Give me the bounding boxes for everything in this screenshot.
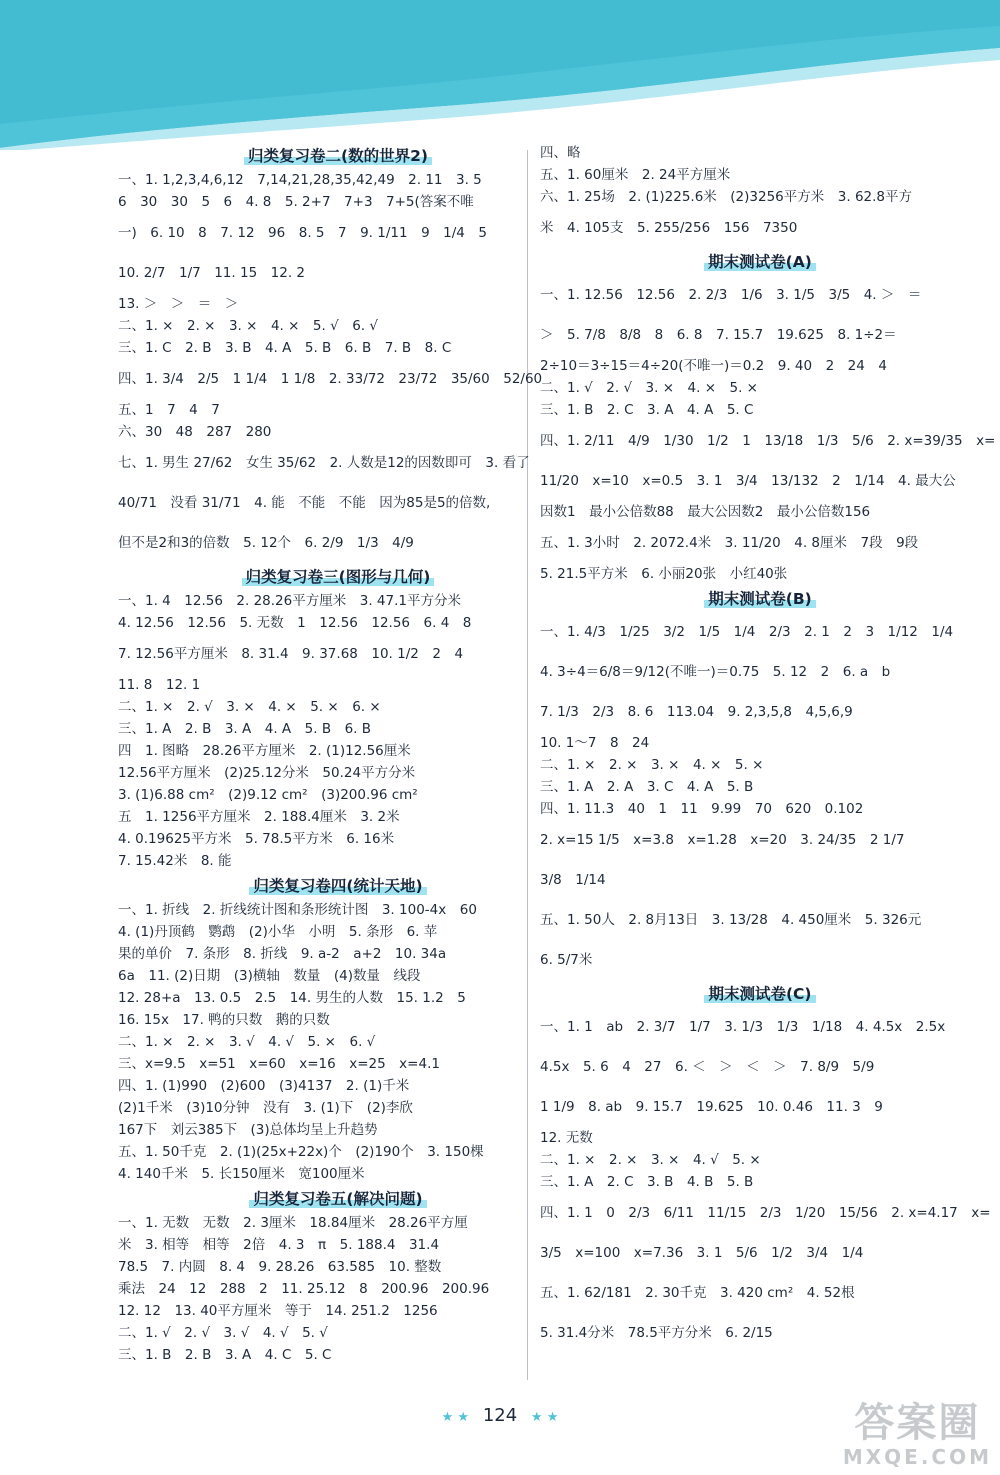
answer-line: 三、x=9.5 x=51 x=60 x=16 x=25 x=4.1 xyxy=(118,1056,440,1072)
answer-line: 12. 28+a 13. 0.5 2.5 14. 男生的人数 15. 1.2 5 xyxy=(118,990,466,1006)
answer-line: 6a 11. (2)日期 (3)横轴 数量 (4)数量 线段 xyxy=(118,968,421,984)
answer-line: 二、1. × 2. × 3. × 4. × 5. × xyxy=(540,757,764,773)
answer-line: 10. 1～7 8 24 xyxy=(540,735,650,751)
section-title: 期末测试卷(C) xyxy=(540,983,980,1005)
answer-line: 乘法 24 12 288 2 11. 25.12 8 200.96 200.96 xyxy=(118,1281,490,1297)
answer-line: 4. 0.19625平方米 5. 78.5平方米 6. 16米 xyxy=(118,831,395,847)
answer-line: 七、1. 男生 27/62 女生 35/62 2. 人数是12的因数即可 3. 看了 xyxy=(118,455,530,471)
answer-line: 四 1. 图略 28.26平方厘米 2. (1)12.56厘米 xyxy=(118,743,411,759)
answer-line: 二、1. × 2. × 3. × 4. √ 5. × xyxy=(540,1152,761,1168)
answer-line: 4. 140千米 5. 长150厘米 宽100厘米 xyxy=(118,1166,365,1182)
answer-line: 12.56平方厘米 (2)25.12分米 50.24平方分米 xyxy=(118,765,416,781)
page-number: 124 xyxy=(482,1405,518,1426)
answer-line: 五、1. 3小时 2. 2072.4米 3. 11/20 4. 8厘米 7段 9段 xyxy=(540,535,919,551)
section-answers xyxy=(118,899,558,1185)
answer-line: 四、1. (1)990 (2)600 (3)4137 2. (1)千米 xyxy=(118,1078,410,1094)
answer-line: 果的单价 7. 条形 8. 折线 9. a-2 a+2 10. 34a xyxy=(118,946,447,962)
answer-line: 一、1. 1,2,3,4,6,12 7,14,21,28,35,42,49 2. 11 3. 5 xyxy=(118,172,482,188)
section-title: 归类复习卷二(数的世界2) xyxy=(118,145,558,167)
answer-line: 五、1. 50人 2. 8月13日 3. 13/28 4. 450厘米 5. 326元 xyxy=(540,912,922,928)
answer-line: 三、1. A 2. A 3. C 4. A 5. B xyxy=(540,779,754,795)
answer-line: 4. (1)丹顶鹤 鹦鹉 (2)小华 小明 5. 条形 6. 苹 xyxy=(118,924,438,940)
answer-line: 米 3. 相等 相等 2倍 4. 3 π 5. 188.4 31.4 xyxy=(118,1237,440,1253)
answer-line: 三、1. B 2. C 3. A 4. A 5. C xyxy=(540,402,754,418)
section-title: 归类复习卷三(图形与几何) xyxy=(118,566,558,588)
answer-line: 三、1. A 2. C 3. B 4. B 5. B xyxy=(540,1174,754,1190)
header-banner xyxy=(0,0,1000,150)
star-icon: ★ ★ xyxy=(441,1410,470,1425)
right-column xyxy=(540,142,996,1353)
section-answers xyxy=(540,142,980,248)
answer-line: 4. 12.56 12.56 5. 无数 1 12.56 12.56 6. 4 8 xyxy=(118,615,472,631)
left-column xyxy=(118,142,558,1366)
section-title: 归类复习卷五(解决问题) xyxy=(118,1188,558,1210)
answer-line: 三、1. C 2. B 3. B 4. A 5. B 6. B 7. B 8. C xyxy=(118,340,452,356)
answer-line: 一、1. 1 ab 2. 3/7 1/7 3. 1/3 1/3 1/18 4. 4.5x 2.5x xyxy=(540,1019,946,1035)
answer-line: 四、1. 2/11 4/9 1/30 1/2 1 13/18 1/3 5/6 2. x=39/35 x= xyxy=(540,433,996,449)
section-answers xyxy=(118,1212,558,1366)
answer-line: 3. (1)6.88 cm² (2)9.12 cm² (3)200.96 cm² xyxy=(118,787,418,803)
answer-line: 四、略 xyxy=(540,145,581,161)
section-title: 期末测试卷(B) xyxy=(540,588,980,610)
section-answers xyxy=(540,612,980,980)
answer-line: 3/8 1/14 xyxy=(540,872,606,888)
answer-line: 3/5 x=100 x=7.36 3. 1 5/6 1/2 3/4 1/4 xyxy=(540,1245,864,1261)
answer-line: 2÷10＝3÷15＝4÷20(不唯一)＝0.2 9. 40 2 24 4 xyxy=(540,358,887,374)
answer-line: 一、1. 无数 无数 2. 3厘米 18.84厘米 28.26平方厘 xyxy=(118,1215,468,1231)
answer-line: 五、1 7 4 7 xyxy=(118,402,220,418)
answer-line: 11. 8 12. 1 xyxy=(118,677,201,693)
section-answers xyxy=(540,275,996,585)
answer-line: 三、1. A 2. B 3. A 4. A 5. B 6. B xyxy=(118,721,372,737)
answer-line: 一、1. 4 12.56 2. 28.26平方厘米 3. 47.1平方分米 xyxy=(118,593,461,609)
answer-line: 二、1. × 2. √ 3. × 4. × 5. × 6. × xyxy=(118,699,381,715)
answer-line: ＞ 5. 7/8 8/8 8 6. 8 7. 15.7 19.625 8. 1÷2＝ xyxy=(540,327,897,343)
answer-line: 一、1. 4/3 1/25 3/2 1/5 1/4 2/3 2. 1 2 3 1/12 1/4 xyxy=(540,624,954,640)
star-icon: ★ ★ xyxy=(530,1410,559,1425)
section-answers xyxy=(118,590,558,872)
answer-line: 五 1. 1256平方厘米 2. 188.4厘米 3. 2米 xyxy=(118,809,400,825)
answer-line: 40/71 没看 31/71 4. 能 不能 不能 因为85是5的倍数, xyxy=(118,495,491,511)
answer-line: 4.5x 5. 6 4 27 6. ＜ ＞ ＜ ＞ 7. 8/9 5/9 xyxy=(540,1059,875,1075)
answer-line: 二、1. × 2. × 3. √ 4. √ 5. × 6. √ xyxy=(118,1034,376,1050)
answer-line: 78.5 7. 内圆 8. 4 9. 28.26 63.585 10. 整数 xyxy=(118,1259,442,1275)
section-answers xyxy=(540,1007,991,1353)
answer-line: 五、1. 62/181 2. 30千克 3. 420 cm² 4. 52根 xyxy=(540,1285,855,1301)
answer-line: 7. 1/3 2/3 8. 6 113.04 9. 2,3,5,8 4,5,6,9 xyxy=(540,704,853,720)
section-title: 归类复习卷四(统计天地) xyxy=(118,875,558,897)
answer-line: 7. 15.42米 8. 能 xyxy=(118,853,232,869)
answer-line: 13. ＞ ＞ ＝ ＞ xyxy=(118,296,239,312)
answer-line: 五、1. 50千克 2. (1)(25x+22x)个 (2)190个 3. 150棵 xyxy=(118,1144,484,1160)
section-title: 期末测试卷(A) xyxy=(540,251,980,273)
answer-line: 四、1. 3/4 2/5 1 1/4 1 1/8 2. 33/72 23/72 35/60 52/60 xyxy=(118,371,543,387)
answer-line: 10. 2/7 1/7 11. 15 12. 2 xyxy=(118,265,306,281)
section-answers xyxy=(118,169,558,563)
answer-line: 12. 无数 xyxy=(540,1130,593,1146)
answer-line: 167下 刘云385下 (3)总体均呈上升趋势 xyxy=(118,1122,378,1138)
answer-line: 四、1. 1 0 2/3 6/11 11/15 2/3 1/20 15/56 2. x=4.17 x= xyxy=(540,1205,991,1221)
answer-line: 但不是2和3的倍数 5. 12个 6. 2/9 1/3 4/9 xyxy=(118,535,414,551)
watermark-url: MXQE.COM xyxy=(842,1445,992,1469)
answer-line: 二、1. √ 2. √ 3. × 4. × 5. × xyxy=(540,380,758,396)
answer-line: 二、1. × 2. × 3. × 4. × 5. √ 6. √ xyxy=(118,318,378,334)
answer-line: 12. 12 13. 40平方厘米 等于 14. 251.2 1256 xyxy=(118,1303,438,1319)
answer-line: 1 1/9 8. ab 9. 15.7 19.625 10. 0.46 11. 3 9 xyxy=(540,1099,883,1115)
answer-line: 六、30 48 287 280 xyxy=(118,424,272,440)
answer-line: 5. 31.4分米 78.5平方分米 6. 2/15 xyxy=(540,1325,773,1341)
banner-wave xyxy=(0,0,1000,150)
answer-line: 2. x=15 1/5 x=3.8 x=1.28 x=20 3. 24/35 2 1/7 xyxy=(540,832,905,848)
watermark-logo xyxy=(843,1401,992,1469)
answer-line: 5. 21.5平方米 6. 小丽20张 小红40张 xyxy=(540,566,788,582)
answer-line: 6 30 30 5 6 4. 8 5. 2+7 7+3 7+5(答案不唯 xyxy=(118,194,474,210)
answer-line: 11/20 x=10 x=0.5 3. 1 3/4 13/132 2 1/14 4. 最大公 xyxy=(540,473,956,489)
answer-line: 一、1. 12.56 12.56 2. 2/3 1/6 3. 1/5 3/5 4. ＞ ＝ xyxy=(540,287,922,303)
answer-line: 7. 12.56平方厘米 8. 31.4 9. 37.68 10. 1/2 2 4 xyxy=(118,646,464,662)
answer-line: 6. 5/7米 xyxy=(540,952,593,968)
answer-line: 16. 15x 17. 鸭的只数 鹅的只数 xyxy=(118,1012,330,1028)
watermark-text: 答案圈 xyxy=(854,1400,981,1446)
answer-line: 六、1. 25场 2. (1)225.6米 (2)3256平方米 3. 62.8平方 xyxy=(540,189,913,205)
answer-line: 一) 6. 10 8 7. 12 96 8. 5 7 9. 1/11 9 1/4 5 xyxy=(118,225,487,241)
answer-line: 4. 3÷4＝6/8＝9/12(不唯一)＝0.75 5. 12 2 6. a b xyxy=(540,664,891,680)
answer-line: 一、1. 折线 2. 折线统计图和条形统计图 3. 100-4x 60 xyxy=(118,902,477,918)
answer-line: 三、1. B 2. B 3. A 4. C 5. C xyxy=(118,1347,332,1363)
answer-line: 因数1 最小公倍数88 最大公因数2 最小公倍数156 xyxy=(540,504,871,520)
answer-line: 米 4. 105支 5. 255/256 156 7350 xyxy=(540,220,798,236)
answer-line: 四、1. 11.3 40 1 11 9.99 70 620 0.102 xyxy=(540,801,864,817)
answer-line: 二、1. √ 2. √ 3. √ 4. √ 5. √ xyxy=(118,1325,328,1341)
answer-line: 五、1. 60厘米 2. 24平方厘米 xyxy=(540,167,731,183)
answer-line: (2)1千米 (3)10分钟 没有 3. (1)下 (2)李欣 xyxy=(118,1100,413,1116)
